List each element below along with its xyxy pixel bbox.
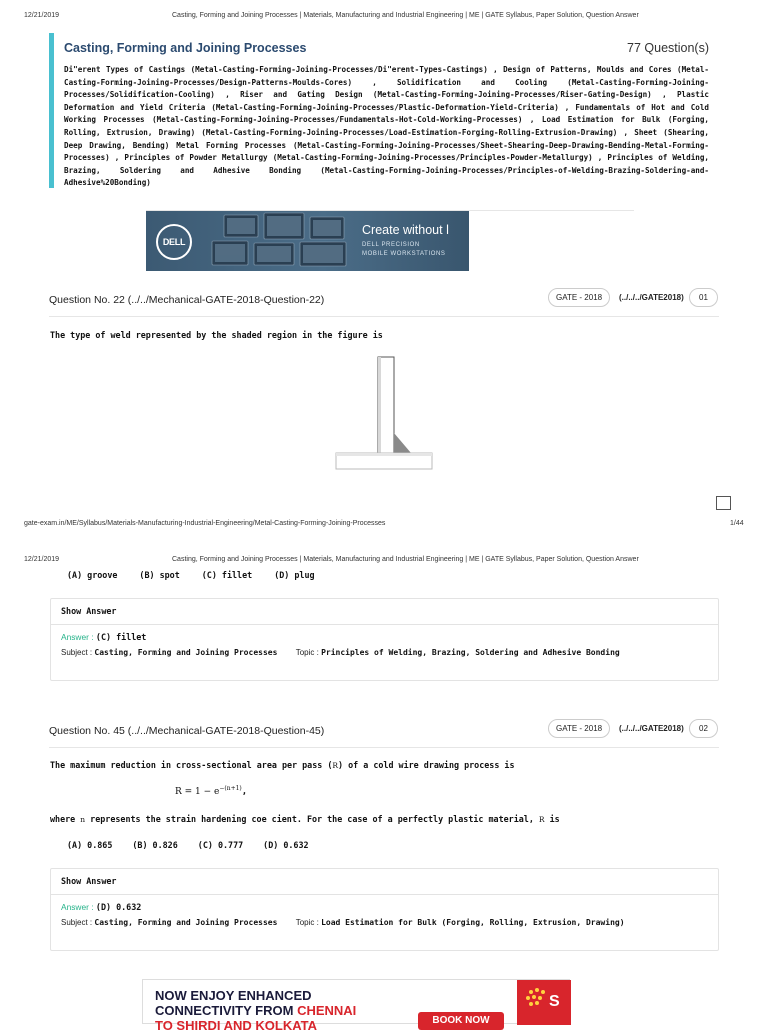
question-divider-2	[49, 747, 719, 748]
topic-value[interactable]: Principles of Welding, Brazing, Soldering and Adhesive Bonding	[321, 648, 620, 657]
topic-title[interactable]: Casting, Forming and Joining Processes	[64, 41, 307, 55]
question-text-22: The type of weld represented by the shaded region in the figure is	[50, 330, 383, 340]
ad-line-3: TO SHIRDI AND KOLKATA	[155, 1018, 318, 1033]
question-header-45	[49, 723, 719, 743]
dell-logo: DELL	[156, 224, 192, 260]
question-number-45: 02	[689, 719, 718, 738]
subject-value[interactable]: Casting, Forming and Joining Processes	[94, 918, 278, 927]
ad-line-2: CONNECTIVITY FROM CHENNAI	[155, 1003, 357, 1018]
topic-value[interactable]: Load Estimation for Bulk (Forging, Rolling, Extrusion, Drawing)	[321, 918, 625, 927]
subject-topic-line: Subject : Casting, Forming and Joining Processes Topic : Principles of Welding, Brazing, Soldering and Adhesive Bonding	[61, 648, 620, 657]
options-22	[67, 570, 315, 580]
exam-ref-22[interactable]: (../../../GATE2018)	[619, 293, 684, 302]
subject-topic-line: Subject : Casting, Forming and Joining Processes Topic : Load Estimation for Bulk (Forging, Rolling, Extrusion, Drawing)	[61, 918, 625, 927]
formula: $R = 1 - e^{-(n+1)}$,	[175, 785, 248, 797]
checkbox-icon[interactable]	[716, 496, 731, 510]
footer-url: gate-exam.in/ME/Syllabus/Materials-Manufacturing-Industrial-Engineering/Metal-Casting-Forming-Joining-Processes	[24, 520, 386, 527]
answer-box-45	[50, 868, 719, 951]
answer-value: (D) 0.632	[95, 902, 142, 912]
page-number: 1/44	[730, 520, 744, 527]
question-number-22: 01	[689, 288, 718, 307]
book-now-button[interactable]: BOOK NOW	[418, 1012, 504, 1030]
answer-line: Answer : (D) 0.632	[61, 902, 142, 912]
topic-callout	[49, 33, 719, 188]
subject-value[interactable]: Casting, Forming and Joining Processes	[94, 648, 278, 657]
page-date-2: 12/21/2019	[24, 556, 60, 563]
page-date: 12/21/2019	[24, 12, 60, 19]
dell-headline: Create without l	[362, 223, 449, 237]
airline-logo-panel	[517, 980, 571, 1025]
option-a: (A) 0.865	[67, 840, 113, 850]
option-c: (C) fillet	[201, 570, 253, 580]
question-link-22[interactable]: Question No. 22 (../../Mechanical-GATE-2018-Question-22)	[49, 294, 325, 306]
exam-tag-22[interactable]: GATE - 2018	[548, 288, 610, 307]
show-answer-button[interactable]: Show Answer	[51, 599, 718, 625]
question-link-45[interactable]: Question No. 45 (../../Mechanical-GATE-2018-Question-45)	[49, 725, 325, 737]
question-where-45: where n represents the strain hardening coe cient. For the case of a perfectly plastic material, R is	[50, 814, 560, 824]
question-count: 77 Question(s)	[627, 41, 709, 55]
airline-logo-icon	[517, 980, 571, 1025]
question-divider	[49, 316, 719, 317]
answer-box-22	[50, 598, 719, 681]
exam-ref-45[interactable]: (../../../GATE2018)	[619, 724, 684, 733]
option-a: (A) groove	[67, 570, 118, 580]
airline-ad-banner[interactable]	[142, 979, 570, 1033]
page-header-title-2: Casting, Forming and Joining Processes | Materials, Manufacturing and Industrial Engineering | ME | GATE Syllabus, Paper Solution, Question Answer	[172, 556, 639, 563]
svg-text:S: S	[549, 993, 560, 1010]
weld-figure	[330, 350, 440, 475]
ad-line-1: NOW ENJOY ENHANCED	[155, 988, 312, 1003]
dell-ad-banner[interactable]	[146, 211, 469, 271]
laptops-image	[206, 211, 356, 271]
topic-links[interactable]: Di"erent Types of Castings (Metal-Casting-Forming-Joining-Processes/Di"erent-Types-Castings) , Design of Patterns, Moulds and Cores (Metal-Casting-Forming-Joining-Processes/Design-Patterns-Moulds-Cores) , Solidification and Cooling (Metal-Casting-Forming-Joining-Processes/Solidification-Cooling) , Riser and Gating Design (Metal-Casting-Forming-Joining-Processes/Riser-Gating-Design) , Plastic Deformation and Yield Criteria (Metal-Casting-Forming-Joining-Processes/Plastic-Deformation-Yield-Criteria) , Fundamentals of Hot and Cold Working Processes (Metal-Casting-Forming-Joining-Processes/Fundamentals-Hot-Cold-Working-Processes) , Load Estimation for Bulk (Forging, Rolling, Extrusion, Drawing) (Metal-Casting-Forming-Joining-Processes/Load-Estimation-Forging-Rolling-Extrusion-Drawing) , Sheet (Shearing, Deep Drawing, Bending) Metal Forming Processes (Metal-Casting-Forming-Joining-Processes/Sheet-Shearing-Deep-Drawing-Bending-Metal-Forming-Processes) , Principles of Powder Metallurgy (Metal-Casting-Forming-Joining-Processes/Principles-Powder-Metallurgy) , Principles of Welding, Brazing, Soldering and Adhesive Bonding (Metal-Casting-Forming-Joining-Processes/Principles-of-Welding-Brazing-Soldering-and-Adhesive%20Bonding)	[64, 65, 709, 188]
option-d: (D) plug	[274, 570, 315, 580]
question-text-45: The maximum reduction in cross-sectional area per pass (R) of a cold wire drawing process is	[50, 760, 515, 770]
dell-subline: DELL PRECISION MOBILE WORKSTATIONS	[362, 242, 446, 257]
question-header-22	[49, 292, 719, 312]
option-b: (B) 0.826	[132, 840, 178, 850]
exam-tag-45[interactable]: GATE - 2018	[548, 719, 610, 738]
answer-value: (C) fillet	[95, 632, 147, 642]
option-b: (B) spot	[139, 570, 180, 580]
page-header-title: Casting, Forming and Joining Processes | Materials, Manufacturing and Industrial Engineering | ME | GATE Syllabus, Paper Solution, Question Answer	[172, 12, 639, 19]
options-45	[67, 840, 309, 850]
show-answer-button[interactable]: Show Answer	[51, 869, 718, 895]
answer-line: Answer : (C) fillet	[61, 632, 147, 642]
option-d: (D) 0.632	[263, 840, 309, 850]
option-c: (C) 0.777	[197, 840, 244, 850]
